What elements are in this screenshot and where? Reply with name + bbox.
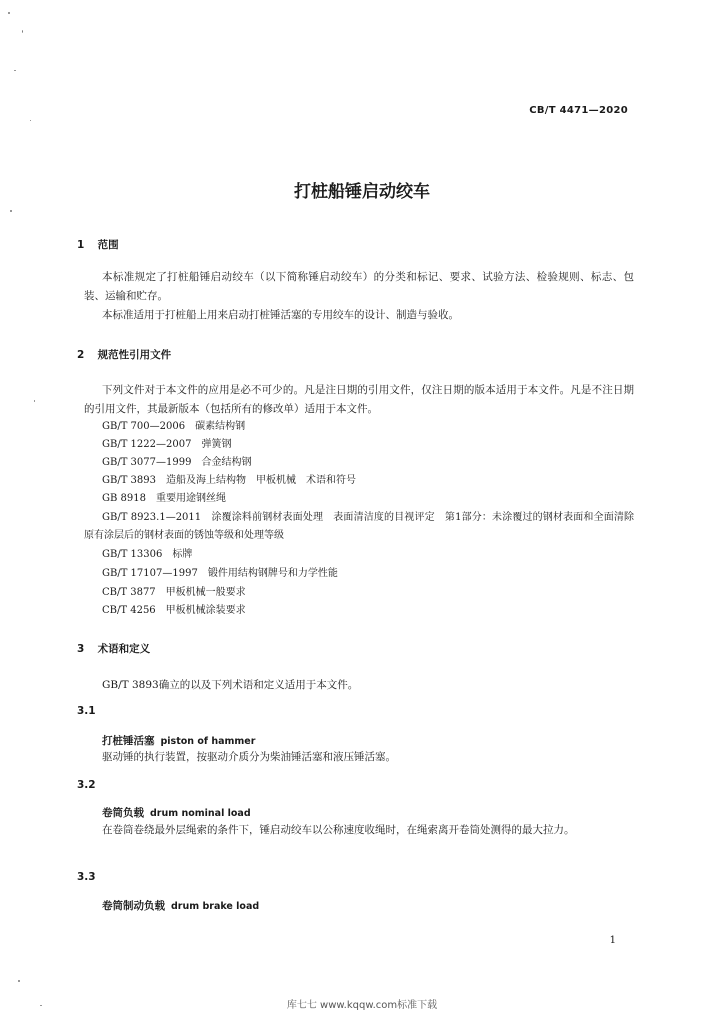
reference-code: GB/T 17107—1997 (102, 568, 198, 579)
section-number: 3 (77, 643, 85, 655)
term-definition: 在卷筒卷绕最外层绳索的条件下，锤启动绞车以公称速度收绳时，在绳索离开卷筒处测得的最大拉力。 (102, 824, 575, 836)
reference-code: GB/T 700—2006 (102, 421, 186, 432)
reference-item (102, 473, 356, 489)
term-name-en: drum brake load (171, 901, 260, 912)
scope-paragraph: 本标准规定了打桩船锤启动绞车（以下简称锤启动绞车）的分类和标记、要求、试验方法、检验规则、标志、包装、运输和贮存。 (84, 271, 634, 302)
term-name-cn: 卷筒负载 (102, 807, 144, 819)
reference-title: 涂覆涂料前钢材表面处理 表面清洁度的目视评定 第1部分：未涂覆过的钢材表面和全面清除原有涂层后的钢材表面的锈蚀等级和处理等级 (84, 512, 635, 541)
reference-code: GB/T 1222—2007 (102, 439, 192, 450)
scope-paragraph: 本标准适用于打桩船上用来启动打桩锤活塞的专用绞车的设计、制造与验收。 (102, 309, 459, 321)
reference-code: GB/T 13306 (102, 549, 163, 560)
reference-item (102, 547, 192, 563)
reference-title: 合金结构钢 (201, 457, 252, 468)
reference-title: 甲板机械涂装要求 (165, 605, 246, 616)
term-name-cn: 打桩锤活塞 (102, 735, 155, 747)
reference-code: GB/T 3077—1999 (102, 457, 192, 468)
standard-code: CB/T 4471—2020 (529, 105, 628, 116)
terms-intro: GB/T 3893确立的以及下列术语和定义适用于本文件。 (102, 679, 359, 691)
references-intro: 下列文件对于本文件的应用是必不可少的。凡是注日期的引用文件，仅注日期的版本适用于本文件。凡是不注日期的引用文件，其最新版本（包括所有的修改单）适用于本文件。 (84, 384, 634, 415)
section-heading-terms (77, 641, 150, 656)
term-number: 3.2 (77, 779, 96, 791)
reference-item (84, 509, 634, 545)
reference-item (102, 566, 338, 582)
section-title: 术语和定义 (97, 643, 151, 655)
section-title: 范围 (97, 239, 119, 251)
page-number: 1 (609, 935, 616, 946)
term-number: 3.3 (77, 871, 96, 883)
reference-title: 碳素结构钢 (195, 421, 246, 432)
reference-title: 弹簧钢 (201, 439, 232, 450)
reference-title: 锻件用结构钢牌号和力学性能 (207, 568, 338, 579)
term-name (102, 805, 251, 820)
footer-watermark: 库七七 www.kqqw.com标准下载 (286, 1000, 438, 1011)
term-number: 3.1 (77, 705, 96, 717)
reference-item (102, 603, 246, 619)
reference-item (102, 455, 251, 471)
reference-code: GB 8918 (102, 493, 146, 504)
term-name-en: drum nominal load (150, 808, 251, 819)
reference-title: 重要用途钢丝绳 (155, 493, 226, 504)
reference-title: 标牌 (172, 549, 193, 560)
reference-item (102, 437, 231, 453)
term-definition: 驱动锤的执行装置，按驱动介质分为柴油锤活塞和液压锤活塞。 (102, 751, 396, 763)
section-number: 2 (77, 349, 85, 361)
section-title: 规范性引用文件 (97, 349, 172, 361)
section-heading-normative-references (77, 347, 171, 362)
term-name (102, 898, 259, 913)
section-heading-scope (77, 237, 119, 252)
document-title: 打桩船锤启动绞车 (294, 182, 430, 202)
reference-item (102, 585, 246, 601)
term-name-en: piston of hammer (160, 736, 256, 747)
term-name-cn: 卷筒制动负载 (102, 900, 165, 912)
reference-title: 甲板机械一般要求 (165, 587, 246, 598)
reference-title: 造船及海上结构物 甲板机械 术语和符号 (166, 475, 357, 486)
term-name (102, 733, 255, 748)
reference-code: GB/T 8923.1—2011 (102, 512, 202, 523)
section-number: 1 (77, 239, 85, 251)
reference-code: CB/T 4256 (102, 605, 156, 616)
reference-code: CB/T 3877 (102, 587, 156, 598)
reference-item (102, 491, 226, 507)
reference-item (102, 419, 245, 435)
reference-code: GB/T 3893 (102, 475, 157, 486)
